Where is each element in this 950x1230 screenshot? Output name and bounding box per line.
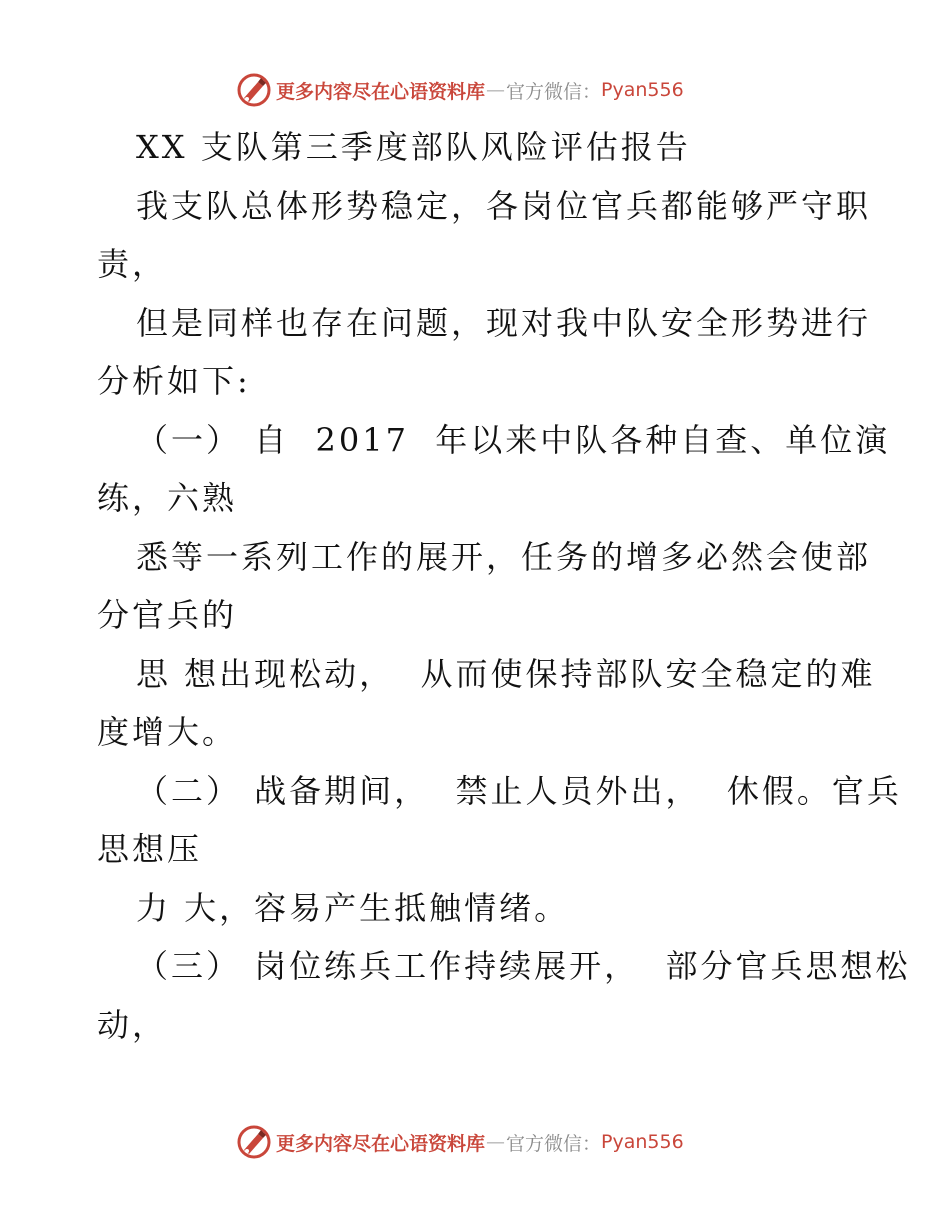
body-line: 责， (97, 245, 168, 283)
pen-logo-icon (236, 1124, 272, 1160)
header-watermark (236, 70, 684, 110)
pen-logo-icon (236, 72, 272, 108)
watermark-dash: — (486, 79, 506, 101)
body-line: 我支队总体形势稳定，各岗位官兵都能够严守职 (136, 187, 872, 225)
body-line: 但是同样也存在问题，现对我中队安全形势进行 (136, 304, 872, 342)
body-line: 悉等一系列工作的展开，任务的增多必然会使部 (136, 538, 872, 576)
body-line: 分官兵的 (97, 596, 238, 634)
body-line: 练，六熟 (97, 479, 238, 517)
watermark-wechat-id: Pyan556 (601, 79, 684, 101)
watermark-wechat-label: 官方微信： (506, 80, 602, 103)
body-line: 度增大。 (97, 713, 238, 751)
body-line: 思想压 (97, 830, 203, 868)
body-line: 思 想出现松动， 从而使保持部队安全稳定的难 (136, 655, 876, 693)
body-line: 动， (97, 1006, 168, 1044)
body-line: 力 大，容易产生抵触情绪。 (136, 889, 570, 927)
watermark-main-text: 更多内容尽在心语资料库 (276, 80, 486, 103)
footer-watermark (236, 1122, 684, 1162)
body-line: （一） 自 2017 年以来中队各种自查、单位演 (136, 421, 891, 459)
watermark-wechat-id: Pyan556 (601, 1131, 684, 1153)
watermark-dash: — (486, 1131, 506, 1153)
body-line: （三） 岗位练兵工作持续展开， 部分官兵思想松 (136, 947, 911, 985)
body-line: （二） 战备期间， 禁止人员外出， 休假。官兵 (136, 772, 902, 810)
document-title: XX 支队第三季度部队风险评估报告 (136, 128, 691, 166)
body-line: 分析如下: (97, 362, 251, 400)
watermark-main-text: 更多内容尽在心语资料库 (276, 1132, 486, 1155)
watermark-wechat-label: 官方微信： (506, 1132, 602, 1155)
